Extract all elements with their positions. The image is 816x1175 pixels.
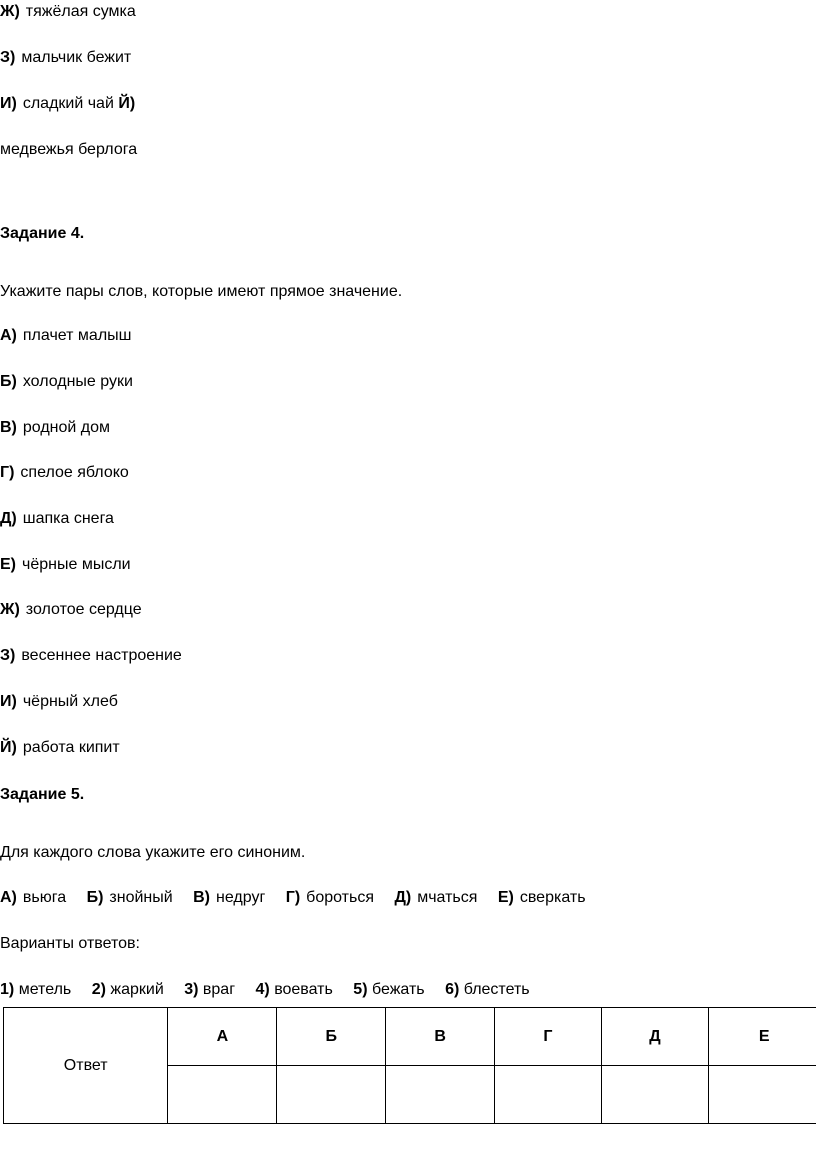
item-letter: З) <box>0 49 16 66</box>
item-letter: И) <box>0 95 17 112</box>
word-letter: Г) <box>285 889 301 906</box>
item-letter: Г) <box>0 464 15 481</box>
item-letter: Ж) <box>0 3 20 20</box>
answer-input-cell[interactable] <box>386 1066 495 1124</box>
list-item <box>0 509 114 529</box>
item-letter: Д) <box>0 510 17 527</box>
answer-header-cell: Г <box>495 1008 602 1066</box>
variant-num: 1) <box>0 981 15 998</box>
list-item <box>0 555 131 575</box>
item-letter: В) <box>0 419 17 436</box>
item-letter: Й) <box>118 95 136 112</box>
variant-num: 2) <box>91 981 106 998</box>
item-text: работа кипит <box>22 739 120 756</box>
variant-text: блестеть <box>463 981 530 998</box>
answer-input-cell[interactable] <box>601 1066 708 1124</box>
task4-title: Задание 4. <box>0 225 85 242</box>
variants-label: Варианты ответов: <box>0 935 140 952</box>
item-letter: З) <box>0 647 16 664</box>
variant-text: бежать <box>371 981 425 998</box>
synonym-words-row <box>0 888 586 908</box>
answer-header-cell: А <box>168 1008 277 1066</box>
answer-table <box>3 1007 816 1124</box>
list-item <box>0 48 131 68</box>
item-text: весеннее настроение <box>21 647 182 664</box>
item-text: чёрный хлеб <box>22 693 118 710</box>
word-letter: Е) <box>497 889 514 906</box>
list-item <box>0 326 131 346</box>
word-letter: Б) <box>86 889 104 906</box>
answer-input-cell[interactable] <box>708 1066 816 1124</box>
variants-row <box>0 980 530 1000</box>
item-text: золотое сердце <box>25 601 142 618</box>
item-letter: Ж) <box>0 601 20 618</box>
task5-prompt: Для каждого слова укажите его синоним. <box>0 844 306 861</box>
answer-input-cell[interactable] <box>495 1066 602 1124</box>
variant-text: жаркий <box>110 981 164 998</box>
word-text: вьюга <box>22 889 67 906</box>
task5-title: Задание 5. <box>0 786 85 803</box>
variant-text: воевать <box>274 981 333 998</box>
list-item <box>0 692 118 712</box>
item-letter: А) <box>0 327 17 344</box>
answer-header-cell: Б <box>277 1008 386 1066</box>
item-text: шапка снега <box>22 510 114 527</box>
item-text: мальчик бежит <box>21 49 132 66</box>
item-text: родной дом <box>22 419 111 436</box>
item-letter: Й) <box>0 739 17 756</box>
answer-header-cell: В <box>386 1008 495 1066</box>
variant-num: 3) <box>184 981 199 998</box>
item-text: спелое яблоко <box>20 464 129 481</box>
list-item <box>0 94 135 114</box>
item-letter: Б) <box>0 373 17 390</box>
list-item <box>0 463 129 483</box>
variant-text: враг <box>202 981 236 998</box>
item-letter: Е) <box>0 556 16 573</box>
word-text: бороться <box>306 889 374 906</box>
word-text: недруг <box>216 889 266 906</box>
item-text: медвежья берлога <box>0 141 138 158</box>
list-item <box>0 372 133 392</box>
answer-header-cell: Д <box>601 1008 708 1066</box>
word-letter: Д) <box>394 889 412 906</box>
list-item <box>0 2 136 22</box>
item-text: чёрные мысли <box>22 556 131 573</box>
variant-num: 6) <box>445 981 460 998</box>
item-text: плачет малыш <box>22 327 132 344</box>
item-letter: И) <box>0 693 17 710</box>
word-letter: А) <box>0 889 17 906</box>
list-item <box>0 738 120 758</box>
word-letter: В) <box>193 889 211 906</box>
word-text: сверкать <box>519 889 586 906</box>
word-text: знойный <box>109 889 173 906</box>
list-item <box>0 646 182 666</box>
variant-text: метель <box>18 981 72 998</box>
answer-input-cell[interactable] <box>168 1066 277 1124</box>
task4-prompt: Укажите пары слов, которые имеют прямое значение. <box>0 283 403 300</box>
list-item <box>0 418 110 438</box>
item-text: сладкий чай <box>22 95 114 112</box>
answer-input-cell[interactable] <box>277 1066 386 1124</box>
item-text: холодные руки <box>22 373 133 390</box>
variant-num: 4) <box>255 981 270 998</box>
item-text: тяжёлая сумка <box>25 3 136 20</box>
list-item <box>0 600 142 620</box>
answer-header-cell: Е <box>708 1008 816 1066</box>
list-item <box>0 140 137 160</box>
word-text: мчаться <box>417 889 478 906</box>
variant-num: 5) <box>353 981 368 998</box>
answer-row-label: Ответ <box>4 1008 168 1124</box>
